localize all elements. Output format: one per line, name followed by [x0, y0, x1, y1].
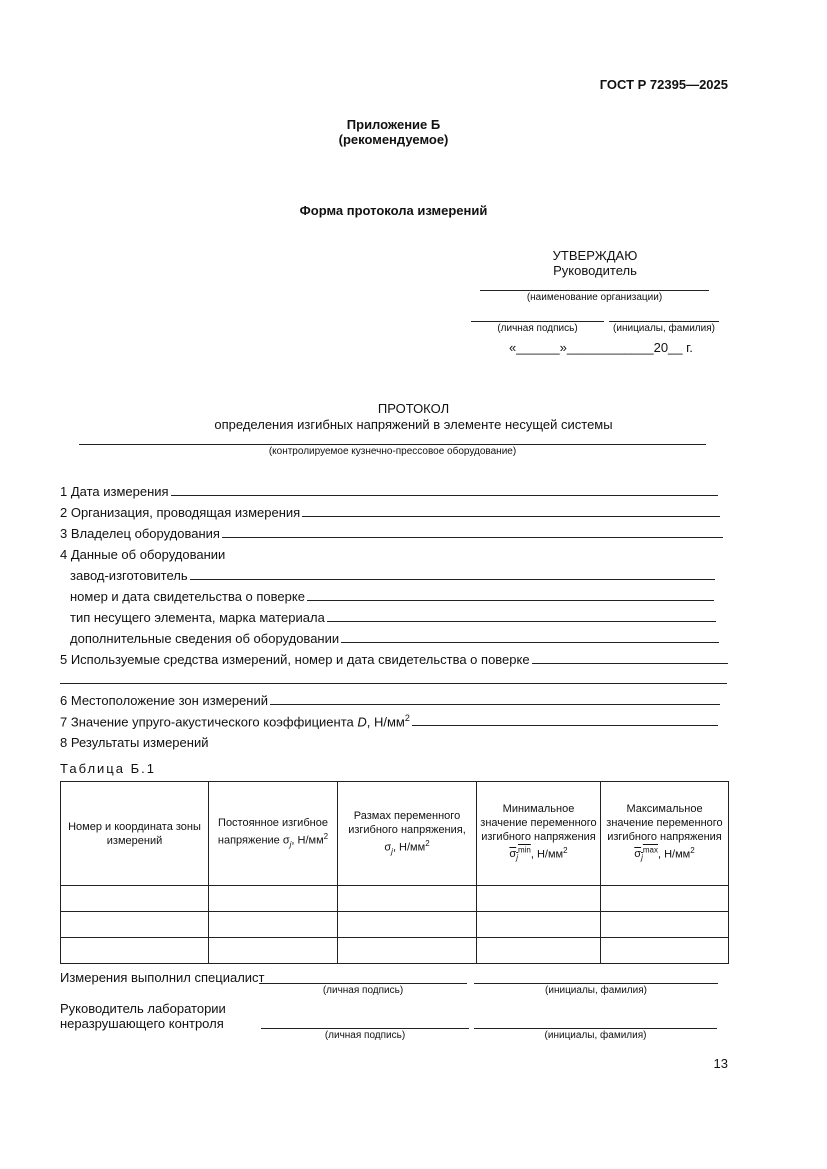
field-certificate	[70, 586, 714, 604]
field-coefficient-label: 7 Значение упруго-акустического коэффициента D, $Н/мм^2$	[60, 712, 410, 729]
field-equipment-data	[60, 544, 225, 562]
field-owner	[60, 523, 723, 541]
field-additional-info-line[interactable]	[341, 642, 719, 643]
table-cell[interactable]	[601, 886, 729, 912]
head-label: Руководитель	[553, 263, 637, 278]
field-organization-label: 2 Организация, проводящая измерения	[60, 505, 301, 520]
header-min-stress: Минимальное значение переменного изгибного напряжения $\sigma_j^{min}$, $Н/мм^2$	[477, 782, 601, 886]
equipment-line[interactable]	[79, 444, 706, 445]
field-measurement-date-line[interactable]	[171, 495, 718, 496]
specialist-name-caption: (инициалы, фамилия)	[545, 985, 647, 996]
lab-head-name-caption: (инициалы, фамилия)	[544, 1030, 647, 1041]
approval-date-line[interactable]: «______»____________20__ г.	[509, 340, 693, 355]
results-table	[60, 781, 729, 964]
specialist-signature-caption: (личная подпись)	[322, 985, 404, 996]
field-additional-info	[70, 628, 719, 646]
equipment-caption: (контролируемое кузнечно-прессовое оборудование)	[268, 446, 517, 457]
table-cell[interactable]	[477, 886, 601, 912]
field-zones-location-label: 6 Местоположение зон измерений	[60, 693, 268, 708]
field-instruments-line-2[interactable]	[60, 683, 727, 684]
table-cell[interactable]	[209, 938, 338, 964]
field-zones-location-line[interactable]	[270, 704, 720, 705]
org-line[interactable]	[480, 290, 709, 291]
lab-head-label-1: Руководитель лаборатории	[60, 1001, 226, 1016]
field-certificate-line[interactable]	[307, 600, 714, 601]
field-results	[60, 732, 208, 750]
table-cell[interactable]	[61, 886, 209, 912]
table-cell[interactable]	[209, 886, 338, 912]
header-max-stress: Максимальное значение переменного изгибного напряжения $\sigma_j^{max}$, $Н/мм^2$	[601, 782, 729, 886]
form-title: Форма протокола измерений	[299, 203, 488, 218]
lab-head-signature-caption: (личная подпись)	[324, 1030, 406, 1041]
table-cell[interactable]	[601, 938, 729, 964]
approval-name-caption: (инициалы, фамилия)	[613, 323, 715, 334]
table-cell[interactable]	[601, 912, 729, 938]
approval-signature-line[interactable]	[471, 321, 604, 322]
specialist-signature-line[interactable]	[259, 983, 467, 984]
table-cell[interactable]	[477, 912, 601, 938]
field-owner-label: 3 Владелец оборудования	[60, 526, 220, 541]
lab-head-name-line[interactable]	[474, 1028, 717, 1029]
header-zone-number: Номер и координата зоны измерений	[61, 782, 209, 886]
specialist-name-line[interactable]	[474, 983, 718, 984]
protocol-title: ПРОТОКОЛ	[377, 401, 450, 416]
lab-head-signature-line[interactable]	[261, 1028, 469, 1029]
field-element-type-line[interactable]	[327, 621, 716, 622]
field-manufacturer-label: завод-изготовитель	[70, 568, 188, 583]
table-row	[61, 886, 729, 912]
field-instruments-label: 5 Используемые средства измерений, номер и дата свидетельства о поверке	[60, 652, 530, 667]
field-coefficient	[60, 711, 718, 729]
field-organization-line[interactable]	[302, 516, 720, 517]
specialist-label: Измерения выполнил специалист	[60, 970, 265, 985]
table-cell[interactable]	[209, 912, 338, 938]
field-element-type	[70, 607, 716, 625]
lab-head-label-2: неразрушающего контроля	[60, 1016, 224, 1031]
field-certificate-label: номер и дата свидетельства о поверке	[70, 589, 305, 604]
table-header-row	[61, 782, 729, 886]
appendix-status: (рекомендуемое)	[338, 132, 449, 147]
protocol-subtitle: определения изгибных напряжений в элементе несущей системы	[214, 417, 613, 432]
approval-signature-caption: (личная подпись)	[497, 323, 578, 334]
table-cell[interactable]	[338, 886, 477, 912]
field-organization	[60, 502, 720, 520]
field-manufacturer-line[interactable]	[190, 579, 715, 580]
field-results-label: 8 Результаты измерений	[60, 735, 209, 750]
field-coefficient-line[interactable]	[412, 725, 718, 726]
field-equipment-data-label: 4 Данные об оборудовании	[60, 547, 226, 562]
page-number: 13	[713, 1056, 728, 1071]
field-additional-info-label: дополнительные сведения об оборудовании	[70, 631, 340, 646]
field-manufacturer	[70, 565, 715, 583]
table-cell[interactable]	[477, 938, 601, 964]
table-cell[interactable]	[338, 938, 477, 964]
table-cell[interactable]	[61, 912, 209, 938]
field-element-type-label: тип несущего элемента, марка материала	[70, 610, 325, 625]
header-constant-stress: Постоянное изгибное напряжение $\sigma_j$, $Н/мм^2$	[209, 782, 338, 886]
standard-number: ГОСТ Р 72395—2025	[599, 77, 728, 92]
table-row	[61, 938, 729, 964]
field-zones-location	[60, 690, 720, 708]
table-row	[61, 912, 729, 938]
field-measurement-date-label: 1 Дата измерения	[60, 484, 169, 499]
table-cell[interactable]	[338, 912, 477, 938]
header-stress-range: Размах переменного изгибного напряжения, $\sigma_j$, $Н/мм^2$	[338, 782, 477, 886]
field-measurement-date	[60, 481, 718, 499]
field-instruments	[60, 649, 728, 667]
table-caption: Таблица Б.1	[60, 761, 156, 776]
field-instruments-line[interactable]	[532, 663, 728, 664]
approve-label: УТВЕРЖДАЮ	[552, 248, 638, 263]
table-cell[interactable]	[61, 938, 209, 964]
approval-name-line[interactable]	[609, 321, 719, 322]
org-caption: (наименование организации)	[526, 292, 663, 303]
appendix-title: Приложение Б	[346, 117, 441, 132]
field-owner-line[interactable]	[222, 537, 723, 538]
